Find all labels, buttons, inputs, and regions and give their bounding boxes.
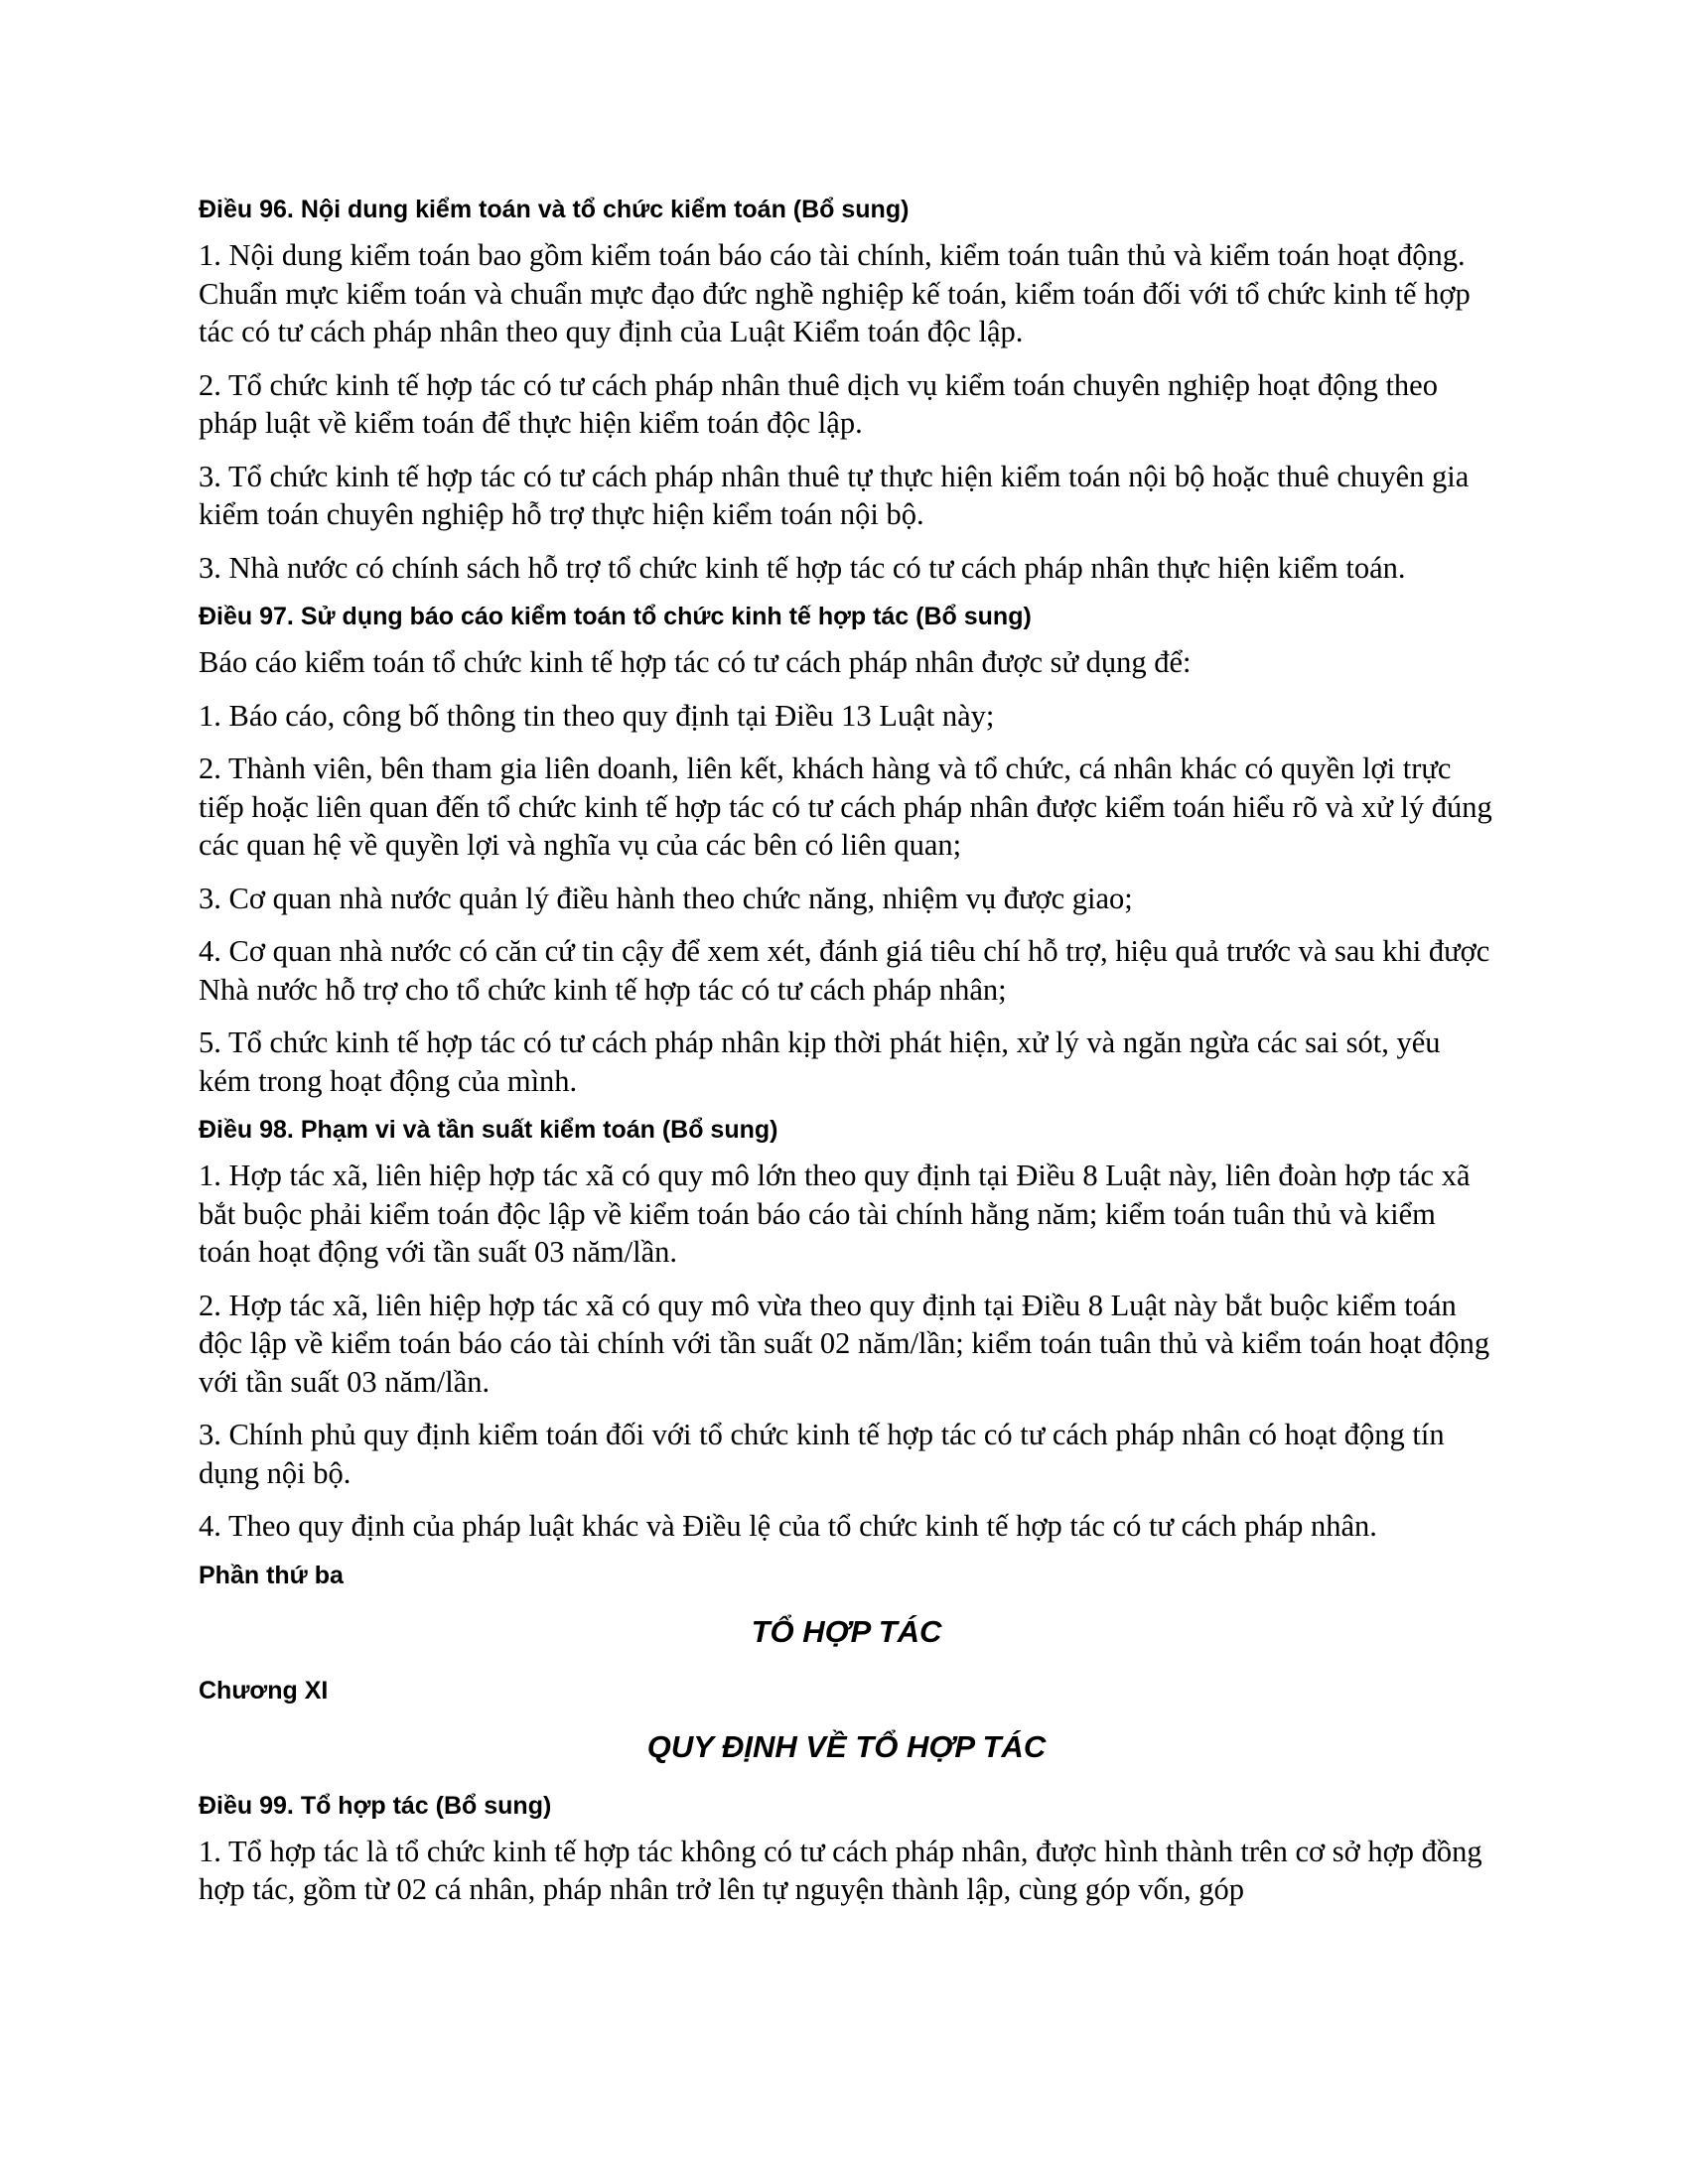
article-96-clause-2: 2. Tổ chức kinh tế hợp tác có tư cách pháp nhân thuê dịch vụ kiểm toán chuyên nghiệp hoạt động theo pháp luật về kiểm toán để thực hiện kiểm toán độc lập. bbox=[199, 367, 1438, 440]
article-97 bbox=[199, 602, 1494, 1100]
article-96 bbox=[199, 195, 1494, 587]
chapter-title: QUY ĐỊNH VỀ TỔ HỢP TÁC bbox=[646, 1728, 1047, 1764]
article-96-clause-1: 1. Nội dung kiểm toán bao gồm kiểm toán báo cáo tài chính, kiểm toán tuân thủ và kiểm toán hoạt động. Chuẩn mực kiểm toán và chuẩn mực đạo đức nghề nghiệp kế toán, kiểm toán đối với tổ chức kinh tế hợp tác có tư cách pháp nhân theo quy định của Luật Kiểm toán độc lập. bbox=[199, 238, 1471, 348]
article-98 bbox=[199, 1115, 1494, 1546]
article-96-clause-4: 3. Nhà nước có chính sách hỗ trợ tổ chức kinh tế hợp tác có tư cách pháp nhân thực hiện kiểm toán. bbox=[199, 550, 1406, 585]
article-98-clause-1: 1. Hợp tác xã, liên hiệp hợp tác xã có quy mô lớn theo quy định tại Điều 8 Luật này, liên đoàn hợp tác xã bắt buộc phải kiểm toán độc lập về kiểm toán báo cáo tài chính hằng năm; kiểm toán tuân thủ và kiểm toán hoạt động với tần suất 03 năm/lần. bbox=[199, 1159, 1471, 1269]
article-97-clause-2: 2. Thành viên, bên tham gia liên doanh, liên kết, khách hàng và tổ chức, cá nhân khác có quyền lợi trực tiếp hoặc liên quan đến tổ chức kinh tế hợp tác có tư cách pháp nhân được kiểm toán hiểu rõ và xử lý đúng các quan hệ về quyền lợi và nghĩa vụ của các bên có liên quan; bbox=[199, 751, 1492, 862]
article-99 bbox=[199, 1791, 1494, 1909]
chapter-eleven bbox=[199, 1676, 1494, 1765]
article-97-clause-3: 3. Cơ quan nhà nước quản lý điều hành theo chức năng, nhiệm vụ được giao; bbox=[199, 881, 1133, 915]
article-97-clause-5: 5. Tổ chức kinh tế hợp tác có tư cách pháp nhân kịp thời phát hiện, xử lý và ngăn ngừa các sai sót, yếu kém trong hoạt động của mình. bbox=[199, 1025, 1441, 1098]
article-99-heading: Điều 99. Tổ hợp tác (Bổ sung) bbox=[199, 1791, 552, 1820]
article-97-intro: Báo cáo kiểm toán tổ chức kinh tế hợp tác có tư cách pháp nhân được sử dụng để: bbox=[199, 645, 1192, 679]
chapter-label: Chương XI bbox=[199, 1676, 329, 1705]
article-98-heading: Điều 98. Phạm vi và tần suất kiểm toán (Bổ sung) bbox=[199, 1116, 778, 1144]
part-three bbox=[199, 1561, 1494, 1650]
article-97-clause-1: 1. Báo cáo, công bố thông tin theo quy định tại Điều 13 Luật này; bbox=[199, 698, 995, 733]
article-98-clause-4: 4. Theo quy định của pháp luật khác và Điều lệ của tổ chức kinh tế hợp tác có tư cách pháp nhân. bbox=[199, 1509, 1377, 1543]
article-99-clause-1: 1. Tổ hợp tác là tổ chức kinh tế hợp tác không có tư cách pháp nhân, được hình thành trên cơ sở hợp đồng hợp tác, gồm từ 02 cá nhân, pháp nhân trở lên tự nguyện thành lập, cùng góp vốn, góp bbox=[199, 1834, 1482, 1906]
document-page bbox=[199, 195, 1494, 1924]
article-97-clause-4: 4. Cơ quan nhà nước có căn cứ tin cậy để xem xét, đánh giá tiêu chí hỗ trợ, hiệu quả trước và sau khi được Nhà nước hỗ trợ cho tổ chức kinh tế hợp tác có tư cách pháp nhân; bbox=[199, 934, 1490, 1007]
article-96-heading: Điều 96. Nội dung kiểm toán và tổ chức kiểm toán (Bổ sung) bbox=[199, 196, 910, 223]
article-97-heading: Điều 97. Sử dụng báo cáo kiểm toán tổ chức kinh tế hợp tác (Bổ sung) bbox=[199, 603, 1032, 630]
article-98-clause-2: 2. Hợp tác xã, liên hiệp hợp tác xã có quy mô vừa theo quy định tại Điều 8 Luật này bắt buộc kiểm toán độc lập về kiểm toán báo cáo tài chính với tần suất 02 năm/lần; kiểm toán tuân thủ và kiểm toán hoạt động với tần suất 03 năm/lần. bbox=[199, 1288, 1490, 1399]
article-98-clause-3: 3. Chính phủ quy định kiểm toán đối với tổ chức kinh tế hợp tác có tư cách pháp nhân có hoạt động tín dụng nội bộ. bbox=[199, 1418, 1445, 1490]
part-title: TỔ HỢP TÁC bbox=[751, 1613, 942, 1649]
article-96-clause-3: 3. Tổ chức kinh tế hợp tác có tư cách pháp nhân thuê tự thực hiện kiểm toán nội bộ hoặc thuê chuyên gia kiểm toán chuyên nghiệp hỗ trợ thực hiện kiểm toán nội bộ. bbox=[199, 459, 1470, 531]
part-label: Phần thứ ba bbox=[199, 1561, 344, 1589]
